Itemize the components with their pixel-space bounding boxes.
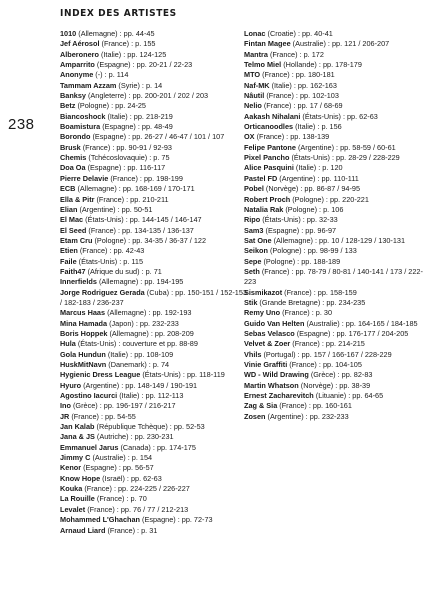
index-entry <box>244 39 434 49</box>
index-entry <box>244 60 434 70</box>
artist-name: Pixel Pancho <box>244 153 290 163</box>
artist-name: Amparrito <box>60 60 95 70</box>
index-entry <box>244 288 434 298</box>
artist-name: El Mac <box>60 215 84 225</box>
artist-name: Hygienic Dress League <box>60 370 141 380</box>
index-entry <box>60 526 250 536</box>
artist-name: Remy Uno <box>244 308 281 318</box>
artist-detail: (France) : pp. 104-105 <box>289 360 362 369</box>
artist-detail: (France) : pp. 210-211 <box>96 194 169 204</box>
artist-detail: (Allemagne) : pp. 44-45 <box>78 29 155 38</box>
artist-detail: (États-Unis) : couverture et pp. 88-89 <box>77 339 198 349</box>
artist-detail: (États-Unis) : pp. 28-29 / 228-229 <box>291 153 400 163</box>
index-entry <box>244 381 434 391</box>
page-number: 238 <box>8 116 35 133</box>
artist-name: Jan Kalab <box>60 422 95 432</box>
artist-name: Lonac <box>244 29 266 38</box>
artist-detail: (Norvège) : pp. 86-87 / 94-95 <box>265 184 361 194</box>
artist-detail: (France) : pp. 54-55 <box>71 411 136 421</box>
artist-detail: (France) : pp. 17 / 68-69 <box>263 101 343 111</box>
artist-detail: (France) : pp. 160-161 <box>279 401 352 411</box>
index-entry <box>244 226 434 236</box>
artist-name: Biancoshock <box>60 111 106 121</box>
artist-detail: (Allemagne) : pp. 208-209 <box>109 328 194 338</box>
index-column-left <box>60 29 250 536</box>
artist-detail: (Argentine) : pp. 110-111 <box>279 173 359 183</box>
artist-detail: (États-Unis) : pp. 32-33 <box>262 215 338 225</box>
index-entry <box>60 329 250 339</box>
index-entry <box>244 101 434 111</box>
artist-detail: (France) : pp. 78-79 / 80-81 / 140-141 / 173 / 222-223 <box>244 266 423 287</box>
artist-name: Innerfields <box>60 277 97 287</box>
artist-detail: (États-Unis) : pp. 118-119 <box>142 370 225 380</box>
artist-detail: (France) : p. 155 <box>101 39 156 49</box>
artist-name: Alberonero <box>60 49 99 59</box>
artist-name: Chemis <box>60 153 87 163</box>
artist-name: Zosen <box>244 411 266 421</box>
artist-detail: (Danemark) : p. 74 <box>108 360 170 369</box>
artist-detail: (République Tchèque) : pp. 52-53 <box>96 422 205 432</box>
artist-detail: (Italie) : pp. 218-219 <box>107 111 173 121</box>
index-entry <box>60 215 250 225</box>
artist-name: Naf-MK <box>244 80 270 90</box>
artist-detail: (Pologne) : pp. 220-221 <box>292 194 369 204</box>
index-entry <box>244 370 434 380</box>
artist-name: Aakash Nihalani <box>244 111 301 121</box>
index-entry <box>244 298 434 308</box>
index-entry <box>60 412 250 422</box>
artist-name: Emmanuel Jarus <box>60 442 119 452</box>
index-entry <box>60 277 250 287</box>
index-entry <box>244 360 434 370</box>
artist-detail: (Espagne) : pp. 176-177 / 204-205 <box>296 328 409 338</box>
artist-name: Mina Hamada <box>60 318 108 328</box>
artist-detail: (États-Unis) : pp. 144-145 / 146-147 <box>85 215 202 225</box>
index-entry <box>60 50 250 60</box>
index-entry <box>244 319 434 329</box>
index-entry <box>60 101 250 111</box>
artist-detail: (France) : pp. 102-103 <box>266 91 339 101</box>
artist-detail: (Espagne) : pp. 96-97 <box>265 225 337 235</box>
artist-name: Martin Whatson <box>244 380 299 390</box>
artist-detail: (Pologne) : p. 106 <box>285 204 344 214</box>
artist-detail: (Italie) : p. 156 <box>295 122 342 132</box>
index-entry <box>244 215 434 225</box>
index-entry <box>244 184 434 194</box>
artist-detail: (Allemagne) : pp. 192-193 <box>107 308 192 318</box>
index-entry <box>60 432 250 442</box>
index-entry <box>244 132 434 142</box>
artist-name: Seth <box>244 266 260 276</box>
artist-name: Ella & Pitr <box>60 194 95 204</box>
artist-detail: (Syrie) : p. 14 <box>118 80 163 90</box>
artist-detail: (Japon) : pp. 232-233 <box>109 318 179 328</box>
index-entry <box>60 339 250 349</box>
index-entry <box>244 257 434 267</box>
index-entry <box>60 453 250 463</box>
artist-name: Seikon <box>244 246 268 256</box>
index-entry <box>244 143 434 153</box>
artist-detail: (Pologne) : pp. 188-189 <box>263 256 341 266</box>
index-entry <box>244 236 434 246</box>
index-entry <box>60 70 250 80</box>
artist-detail: (Israël) : pp. 62-63 <box>102 473 162 483</box>
artist-name: Zag & Sia <box>244 401 278 411</box>
index-entry <box>60 463 250 473</box>
artist-name: Boris Hoppek <box>60 328 108 338</box>
artist-detail: (Hollande) : pp. 178-179 <box>283 60 362 70</box>
artist-detail: (France) : p. 70 <box>96 494 147 504</box>
index-entry <box>244 350 434 360</box>
artist-name: Faith47 <box>60 266 86 276</box>
artist-name: Sam3 <box>244 225 264 235</box>
artist-detail: (France) : p. 172 <box>269 49 324 59</box>
artist-name: Sepe <box>244 256 262 266</box>
artist-detail: (France) : pp. 134-135 / 136-137 <box>88 225 194 235</box>
artist-name: ECB <box>60 184 76 194</box>
artist-detail: (-) : p. 114 <box>95 70 129 80</box>
artist-name: Boamistura <box>60 122 101 132</box>
index-entry <box>60 288 250 309</box>
index-entry <box>244 246 434 256</box>
artist-detail: (France) : p. 30 <box>282 308 333 318</box>
index-entry <box>60 443 250 453</box>
artist-detail: (Afrique du sud) : p. 71 <box>87 266 162 276</box>
artist-name: Faile <box>60 256 77 266</box>
artist-detail: (Argentine) : pp. 58-59 / 60-61 <box>297 142 396 152</box>
artist-detail: (Espagne) : pp. 56-57 <box>83 463 154 473</box>
artist-detail: (Angleterre) : pp. 200-201 / 202 / 203 <box>88 91 209 101</box>
artist-name: Etien <box>60 246 78 256</box>
index-entry <box>60 163 250 173</box>
artist-name: Telmo Miel <box>244 60 282 70</box>
artist-detail: (Lituanie) : pp. 64-65 <box>315 391 384 401</box>
index-entry <box>60 39 250 49</box>
artist-name: Stik <box>244 297 258 307</box>
artist-detail: (Argentine) : pp. 50-51 <box>79 204 153 214</box>
artist-name: Velvet & Zoer <box>244 339 291 349</box>
artist-name: Betz <box>60 101 76 111</box>
artist-detail: (États-Unis) : pp. 62-63 <box>302 111 378 121</box>
artist-detail: (Australie) : pp. 121 / 206-207 <box>292 39 390 49</box>
index-entry <box>60 153 250 163</box>
artist-name: Nelio <box>244 101 262 111</box>
artist-detail: (Espagne) : pp. 26-27 / 46-47 / 101 / 107 <box>92 132 225 142</box>
artist-name: JR <box>60 411 70 421</box>
artist-detail: (Norvège) : pp. 38-39 <box>300 380 371 390</box>
artist-detail: (États-Unis) : p. 115 <box>78 256 144 266</box>
index-entry <box>60 174 250 184</box>
index-entry <box>244 401 434 411</box>
index-entry <box>60 319 250 329</box>
artist-detail: (France) : pp. 180-181 <box>262 70 335 80</box>
artist-detail: (Espagne) : pp. 72-73 <box>142 515 213 525</box>
artist-detail: (Italie) : pp. 124-125 <box>100 49 167 59</box>
index-entry <box>60 391 250 401</box>
index-entry <box>244 174 434 184</box>
index-entry <box>60 122 250 132</box>
artist-detail: (Cuba) : pp. 150-151 / 152-153 / 182-183 / 236-237 <box>60 287 247 307</box>
artist-detail: (Espagne) : pp. 48-49 <box>102 122 173 132</box>
artist-name: Jorge Rodriguez Gerada <box>60 287 145 297</box>
index-entry <box>244 122 434 132</box>
artist-name: Elian <box>60 204 78 214</box>
artist-detail: (Argentine) : pp. 232-233 <box>267 411 349 421</box>
artist-name: Sebas Velasco <box>244 328 295 338</box>
artist-detail: (Tchécoslovaquie) : p. 75 <box>88 153 170 163</box>
artist-name: Vinie Graffiti <box>244 360 288 369</box>
index-entry <box>60 381 250 391</box>
artist-name: Arnaud Liard <box>60 525 106 535</box>
artist-name: Anonyme <box>60 70 94 80</box>
artist-name: Nâutil <box>244 91 265 101</box>
index-entry <box>244 91 434 101</box>
index-entry <box>60 401 250 411</box>
artist-name: Jef Aérosol <box>60 39 100 49</box>
artist-detail: (Italie) : pp. 108-109 <box>107 349 174 359</box>
artist-detail: (Allemagne) : pp. 10 / 128-129 / 130-131 <box>273 235 406 245</box>
index-entry <box>60 132 250 142</box>
index-entry <box>244 339 434 349</box>
index-entry <box>244 81 434 91</box>
artist-name: Brusk <box>60 142 81 152</box>
index-entry <box>60 60 250 70</box>
artist-detail: (Italie) : p. 120 <box>295 163 343 173</box>
artist-name: Doa Oa <box>60 163 86 173</box>
artist-name: La Rouille <box>60 494 95 504</box>
artist-name: Banksy <box>60 91 86 101</box>
index-entry <box>60 505 250 515</box>
artist-name: Vhils <box>244 349 262 359</box>
artist-name: Pastel FD <box>244 173 278 183</box>
artist-detail: (Croatie) : pp. 40-41 <box>267 29 333 38</box>
artist-name: Mohammed L'Ghachan <box>60 515 140 525</box>
index-entry <box>244 205 434 215</box>
artist-detail: (France) : pp. 198-199 <box>110 173 183 183</box>
index-entry <box>60 484 250 494</box>
artist-name: Felipe Pantone <box>244 142 296 152</box>
index-entry <box>60 308 250 318</box>
index-column-right <box>244 29 434 422</box>
artist-detail: (Pologne) : pp. 98-99 / 133 <box>269 246 357 256</box>
artist-detail: (Allemagne) : pp. 194-195 <box>98 277 184 287</box>
index-entry <box>60 360 250 370</box>
index-entry <box>60 246 250 256</box>
index-entry <box>60 267 250 277</box>
index-entry <box>60 494 250 504</box>
index-entry <box>60 474 250 484</box>
artist-detail: (France) : pp. 138-139 <box>256 132 330 142</box>
artist-name: Marcus Haas <box>60 308 106 318</box>
index-entry <box>60 91 250 101</box>
artist-detail: (Portugal) : pp. 157 / 166-167 / 228-229 <box>263 349 392 359</box>
index-entry <box>60 370 250 380</box>
index-entry <box>244 329 434 339</box>
artist-name: Gola Hundun <box>60 349 106 359</box>
index-entry <box>60 422 250 432</box>
index-entry <box>244 29 434 39</box>
artist-name: Tammam Azzam <box>60 80 117 90</box>
index-entry <box>244 195 434 205</box>
artist-detail: (France) : pp. 90-91 / 92-93 <box>82 142 172 152</box>
artist-detail: (Autriche) : pp. 230-231 <box>96 432 174 442</box>
artist-detail: (Italie) : pp. 112-113 <box>119 391 184 401</box>
index-entry <box>60 81 250 91</box>
index-entry <box>60 112 250 122</box>
artist-detail: (Grèce) : pp. 196-197 / 216-217 <box>72 401 176 411</box>
artist-name: El Seed <box>60 225 87 235</box>
artist-name: MTO <box>244 70 261 80</box>
artist-detail: (Argentine) : pp. 148-149 / 190-191 <box>83 380 198 390</box>
index-entry <box>244 153 434 163</box>
artist-detail: (Pologne) : pp. 34-35 / 36-37 / 122 <box>94 235 207 245</box>
index-entry <box>244 112 434 122</box>
index-entry <box>244 308 434 318</box>
index-entry <box>244 50 434 60</box>
artist-detail: (Pologne) : pp. 24-25 <box>77 101 146 111</box>
artist-name: Ripo <box>244 215 261 225</box>
artist-name: Orticanoodles <box>244 122 294 132</box>
artist-detail: (Grande Bretagne) : pp. 234-235 <box>259 297 366 307</box>
index-entry <box>244 412 434 422</box>
artist-detail: (France) : pp. 214-215 <box>292 339 365 349</box>
artist-detail: (Espagne) : pp. 116-117 <box>87 163 166 173</box>
artist-name: 1010 <box>60 29 77 38</box>
artist-name: Hula <box>60 339 76 349</box>
index-entry <box>60 515 250 525</box>
artist-detail: (Allemagne) : pp. 168-169 / 170-171 <box>77 184 195 194</box>
artist-detail: (Espagne) : pp. 20-21 / 22-23 <box>96 60 193 70</box>
index-entry <box>60 236 250 246</box>
artist-name: Know Hope <box>60 473 101 483</box>
index-entry <box>244 70 434 80</box>
artist-detail: (France) : pp. 224-225 / 226-227 <box>84 484 190 494</box>
artist-detail: (Australie) : pp. 164-165 / 184-185 <box>306 318 418 328</box>
artist-name: Kouka <box>60 484 83 494</box>
index-entry <box>60 195 250 205</box>
artist-name: Mantra <box>244 49 268 59</box>
artist-name: Etam Cru <box>60 235 93 245</box>
artist-name: Agostino Iacurci <box>60 391 118 401</box>
artist-name: Robert Proch <box>244 194 291 204</box>
artist-name: Hyuro <box>60 380 82 390</box>
artist-detail: (Italie) : pp. 162-163 <box>271 80 337 90</box>
artist-name: OX <box>244 132 255 142</box>
artist-name: Pobel <box>244 184 264 194</box>
artist-name: Natalia Rak <box>244 204 284 214</box>
artist-detail: (France) : pp. 76 / 77 / 212-213 <box>87 504 189 514</box>
artist-name: WD - Wild Drawing <box>244 370 309 380</box>
artist-name: Ino <box>60 401 71 411</box>
index-entry <box>60 226 250 236</box>
index-entry <box>244 391 434 401</box>
artist-name: Fintan Magee <box>244 39 291 49</box>
index-entry <box>60 350 250 360</box>
artist-name: Sismikazot <box>244 287 283 297</box>
artist-detail: (Grèce) : pp. 82-83 <box>310 370 373 380</box>
index-entry <box>60 257 250 267</box>
artist-name: Borondo <box>60 132 91 142</box>
artist-name: Pierre Delavie <box>60 173 109 183</box>
artist-name: Ernest Zacharevitch <box>244 391 314 401</box>
index-entry <box>60 184 250 194</box>
index-entry <box>60 205 250 215</box>
artist-name: Sat One <box>244 235 272 245</box>
artist-name: Guido Van Helten <box>244 318 305 328</box>
artist-detail: (France) : p. 31 <box>107 525 158 535</box>
artist-name: HuskMitNavn <box>60 360 107 369</box>
artist-detail: (Australie) : p. 154 <box>92 453 153 463</box>
artist-name: Kenor <box>60 463 82 473</box>
artist-name: Jimmy C <box>60 453 91 463</box>
index-entry <box>60 143 250 153</box>
artist-detail: (France) : pp. 42-43 <box>79 246 145 256</box>
index-entry <box>244 267 434 288</box>
artist-name: Alice Pasquini <box>244 163 294 173</box>
page-title: INDEX DES ARTISTES <box>60 8 177 19</box>
artist-detail: (France) : pp. 158-159 <box>284 287 357 297</box>
artist-name: Jana & JS <box>60 432 95 442</box>
artist-name: Levalet <box>60 504 86 514</box>
artist-detail: (Canada) : pp. 174-175 <box>120 442 196 452</box>
index-entry <box>244 163 434 173</box>
index-entry <box>60 29 250 39</box>
